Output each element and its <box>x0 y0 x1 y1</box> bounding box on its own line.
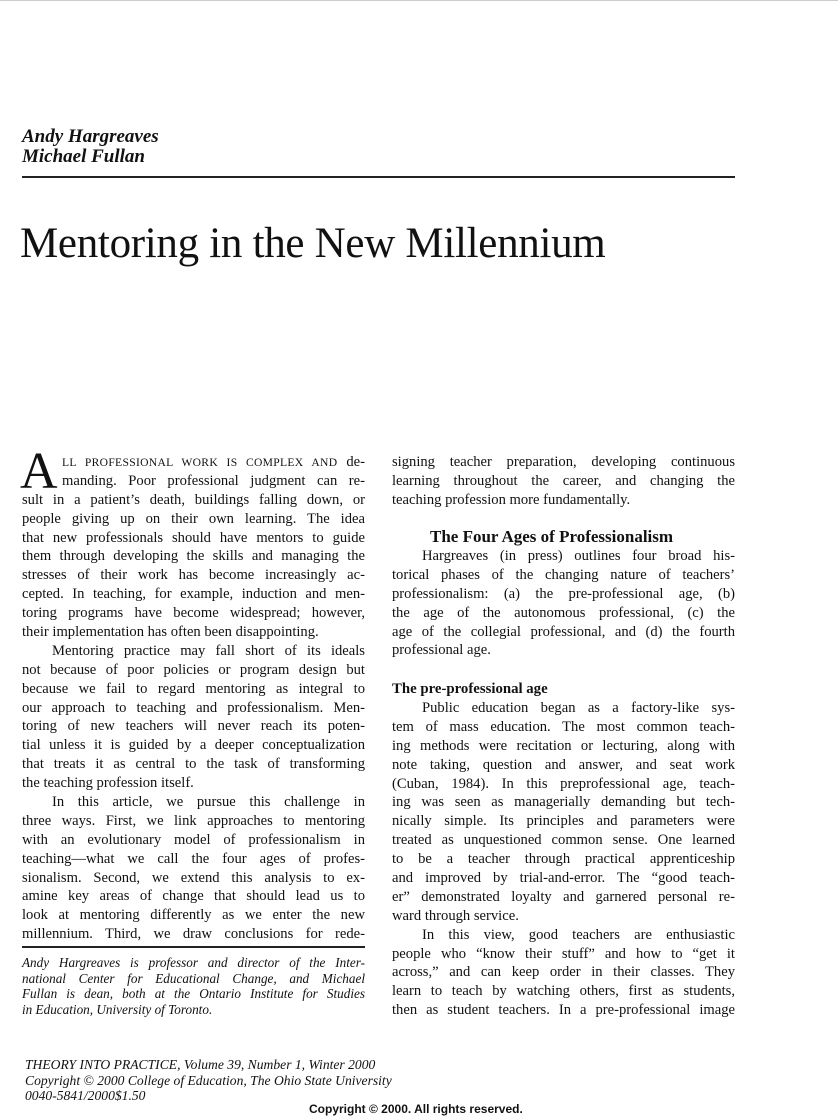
opening-paragraph <box>20 443 365 642</box>
footnote-rule <box>22 946 365 948</box>
text-line: not because of poor policies or program design but <box>22 661 365 678</box>
text-line: people giving up on their own learning. The idea <box>22 510 365 527</box>
text-line: their implementation has often been disappointing. <box>22 624 319 641</box>
text-line: Andy Hargreaves is professor and director of the Inter- <box>22 955 365 970</box>
paragraph <box>392 453 735 510</box>
text-line <box>22 453 365 472</box>
text-line: look at mentoring differently as we enter the new <box>22 907 365 924</box>
journal-citation: THEORY INTO PRACTICE, Volume 39, Number 1, Winter 2000 <box>25 1057 376 1072</box>
text-line: toring programs have become widespread; however, <box>22 605 365 622</box>
text-line: teaching—what we call the four ages of profes- <box>22 850 365 867</box>
text-line: stresses of their work has become increasingly ac- <box>22 567 365 584</box>
left-column <box>22 0 365 1116</box>
text-line: professionalism: (a) the pre-professional age, (b) <box>392 585 735 602</box>
text-line: the teaching profession itself. <box>22 775 194 792</box>
text-line: signing teacher preparation, developing continuous <box>392 454 735 470</box>
text-line: learn to teach by watching others, first as students, <box>392 983 735 1000</box>
small-caps-lead: LL PROFESSIONAL WORK IS COMPLEX AND <box>62 456 338 469</box>
paragraph <box>392 926 735 1020</box>
text-line: tem of mass education. The most common teach- <box>392 718 735 735</box>
text-line: our approach to teaching and professionalism. Men- <box>22 699 365 716</box>
text-line: learning throughout the career, and changing the <box>392 472 735 489</box>
journal-footer <box>25 1057 392 1104</box>
author-footnote <box>22 955 365 1018</box>
text-line: treated as unquestioned common sense. One learned <box>392 832 735 849</box>
copyright-notice: Copyright © 2000. All rights reserved. <box>309 1102 523 1116</box>
text-line: millennium. Third, we draw conclusions for rede- <box>22 926 365 943</box>
text-line: note taking, question and answer, and seat work <box>392 756 735 773</box>
text-line: (Cuban, 1984). In this preprofessional age, teach- <box>392 775 735 792</box>
journal-copyright: Copyright © 2000 College of Education, The Ohio State University <box>25 1072 392 1088</box>
subsection-heading: The pre-professional age <box>392 681 548 697</box>
text-line: nically simple. Its principles and parameters were <box>392 813 735 830</box>
text-line: ward through service. <box>392 907 519 924</box>
text-line: that treats it as central to the task of transforming <box>22 756 365 773</box>
text-line: cepted. In teaching, for example, induction and men- <box>22 586 365 603</box>
text-line: In this article, we pursue this challenge in <box>52 794 365 811</box>
drop-cap: A <box>20 443 58 500</box>
text-line: national Center for Educational Change, and Michael <box>22 970 365 986</box>
text-line: amine key areas of change that should lead us to <box>22 888 365 905</box>
paragraph <box>392 547 735 660</box>
text-line: to be a teacher through practical apprenticeship <box>392 851 735 868</box>
author-name: Michael Fullan <box>22 146 145 167</box>
paragraph <box>22 793 365 944</box>
text-line: that new professionals should have mentors to guide <box>22 529 365 546</box>
lead-continuation: de- <box>337 454 365 470</box>
pre-professional-text <box>392 699 735 1020</box>
text-line: Fullan is dean, both at the Ontario Institute for Studies <box>22 986 365 1002</box>
author-name: Andy Hargreaves <box>22 126 159 147</box>
text-line: people who “know their stuff” and how to “get it <box>392 945 735 962</box>
text-line: toring of new teachers will never reach its poten- <box>22 718 365 735</box>
paragraph <box>22 642 365 793</box>
four-ages-paragraph <box>392 547 735 660</box>
text-line: torical phases of the changing nature of teachers’ <box>392 566 735 583</box>
paragraph <box>392 699 735 926</box>
text-line: three ways. First, we link approaches to mentoring <box>22 812 365 829</box>
text-line: the age of the autonomous professional, (c) the <box>392 604 735 621</box>
text-line: Hargreaves (in press) outlines four broad his- <box>422 548 735 564</box>
text-line: teaching profession more fundamentally. <box>392 491 631 508</box>
text-line: manding. Poor professional judgment can re- <box>62 472 365 489</box>
text-line: because we fail to regard mentoring as integral to <box>22 680 365 697</box>
text-line: with an evolutionary model of professionalism in <box>22 831 365 848</box>
text-line: across,” and can keep order in their classes. They <box>392 964 735 981</box>
text-line: tial unless it is guided by a deeper conceptualization <box>22 737 365 754</box>
journal-issn: 0040-5841/2000$1.50 <box>25 1088 146 1104</box>
text-line: er” demonstrated loyalty and garnered personal re- <box>392 888 735 905</box>
article-title: Mentoring in the New Millennium <box>20 220 606 267</box>
text-line: professional age. <box>392 642 491 659</box>
text-line: Public education began as a factory-like sys- <box>422 700 735 716</box>
text-line: then as student teachers. In a pre-professional image <box>392 1002 735 1019</box>
text-line: ing was seen as managerially demanding but tech- <box>392 794 735 811</box>
text-line: in Education, University of Toronto. <box>22 1002 213 1018</box>
right-column <box>392 0 735 1116</box>
text-line: sionalism. Second, we extend this analysis to ex- <box>22 869 365 886</box>
text-line: age of the collegial professional, and (d) the fourth <box>392 623 735 640</box>
section-heading: The Four Ages of Professionalism <box>430 527 674 546</box>
text-line: and improved by trial-and-error. The “good teach- <box>392 870 735 887</box>
intro-continuation <box>392 453 735 510</box>
text-line: In this view, good teachers are enthusiastic <box>422 926 735 943</box>
left-body-text <box>20 443 365 944</box>
text-line: Mentoring practice may fall short of its ideals <box>52 642 365 659</box>
text-line: them through developing the skills and managing the <box>22 548 365 565</box>
text-line: ing methods were recitation or lecturing, along with <box>392 737 735 754</box>
text-line: sult in a patient’s death, buildings falling down, or <box>22 491 365 508</box>
